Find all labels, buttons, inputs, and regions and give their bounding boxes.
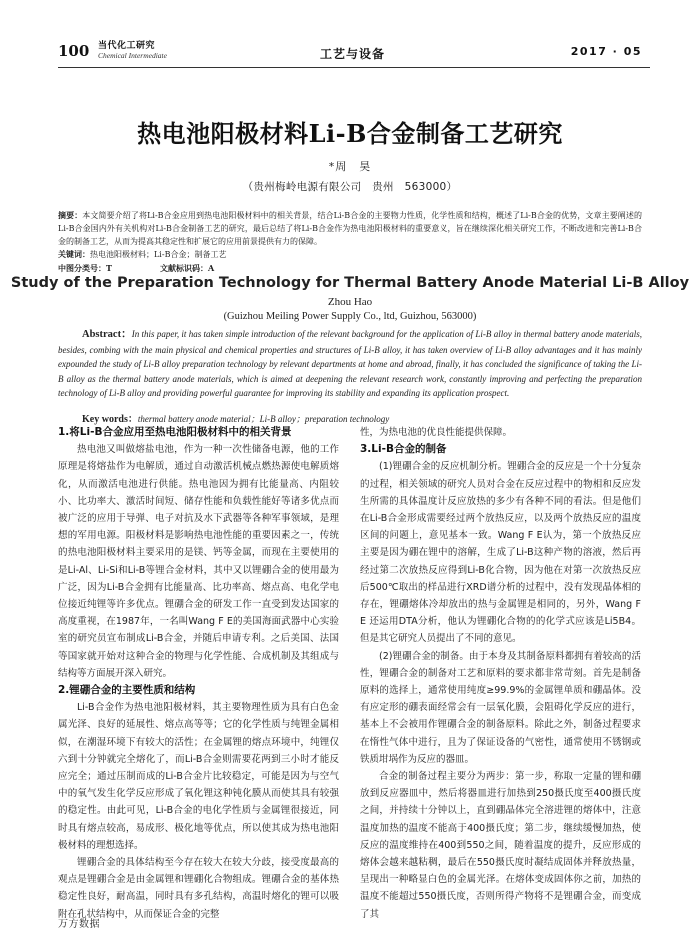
footer-watermark: 万方数据 <box>58 919 100 930</box>
doc-code-label: 文献标识码： <box>159 263 208 273</box>
paragraph-continued: 性，为热电池的优良性能提供保障。 <box>360 427 513 438</box>
keywords-cn-text: 热电池阳极材料；Li-B合金；制备工艺 <box>90 250 227 259</box>
classification-line <box>58 263 642 274</box>
paragraph: 热电池又叫做熔盐电池，作为一种一次性储备电源，他的工作原理是将熔盐作为电解质，通过自动激活机械点燃热源使电解质熔化，从而激活电池进行供能。热电池因为拥有比能量高、内阻较小、比功率大、激活时间短、储存性能和负载性能好等诸多优点而被广泛的应用于导弹、电子对抗及水下武器等各种军事领域，是理想的军用电源。阳极材料是影响热电池性能的重要因素之一，传统的热电池阳极材料主要采用的是镁、钙等金属，而现在主要使用的是Li-Al、Li-Si和Li-B等锂合金材料，其中又以锂硼合金的使用最为广泛，因为Li-B合金拥有比能量高、比功率高、熔点高、电化学电位接近纯锂等许多优点。锂硼合金的研发工作一直受到发达国家的高度重视，在1987年，一名叫Wang F E的美国海面武器中心实验室的研究员宣布制成Li-B合金，并随后申请专利。之后美国、法国等国家就开始对这种合金的物理与化学性能、合成机制及其组成与结构等方面展开深入研究。 <box>58 444 339 679</box>
abstract-cn <box>58 209 642 248</box>
paragraph: (1)锂硼合金的反应机制分析。锂硼合金的反应是一个十分复杂的过程，相关领域的研究人员对合金在反应过程中的物相和反应发生所需的具体温度计反应放热的多少有各种不同的看法。但是他们在Li-B合金形成需要经过两个放热反应，以及两个放热反应的温度区间的问题上，意见基本一致。Wang F E认为，第一个放热反应主要是因为硼在锂中的溶解，生成了Li-B这种产物的溶液，然后再经过第二次放热反应得到Li-B化合物，因为他在对第一次放热反应后500℃取出的样品进行XRD谱分析的过程中，没有发现晶体相的存在，锂硼熔体冷却放出的热与金属锂是相同的，另外，Wang F E 还运用DTA分析，他认为锂硼化合物的的化学式应该是Li5B4。但是其它研究人员提出了不同的意见。 <box>360 461 641 645</box>
paragraph: 合金的制备过程主要分为两步：第一步，称取一定量的锂和硼放到反应器皿中，然后将器皿进行加热到250摄氏度至400摄氏度之间，并持续十分钟以上，直到硼晶体完全溶进锂的熔体中，注意温度加热的温度不能高于400摄氏度；第二步，继续缓慢加热，使反应的温度维持在400到550之间，随着温度的提升，反应形成的熔体会越来越粘稠，最后在550摄氏度时凝结成固体并释放热量，呈现出一种略显白色的金属光泽。在熔体变成固体你之前，加热的温度不能超过550摄氏度，否则所得产物将不是锂硼合金，而变成了其 <box>360 771 641 920</box>
left-column <box>58 424 339 923</box>
english-abstract-label: Abstract： <box>82 329 132 340</box>
english-abstract-text: In this paper, it has taken simple introduction of the relevant background for the application of Li-B alloy in thermal battery anode materials, besides, combing with the main physical and chemical properties and structures of Li-B alloy, it has taken overview of Li-B alloy advantages and it has mainly expounded the study of Li-B alloy preparation technology by relevant departments at home and abroad, finally, it has concluded the significance of taking the Li-B alloy as the thermal battery anode materials, which is aimed at deepening the relevant research work, constantly improving and perfecting the preparation technology of Li-B alloy and providing powerful guarantee for improving its stability and expanding its application prospect. <box>58 329 642 399</box>
paragraph: (2)锂硼合金的制备。由于本身及其制备原料都拥有着较高的活性，锂硼合金的制备对工艺和原料的要求都非常苛刻。首先是制备原料的选择上，通常使用纯度≥99.9%的金属锂单质和硼晶体。没有应定形的硼表面经常会有一层氧化膜，会阻碍化学反应的进行，基本上不会被用作锂硼合金的制备原料。除此之外，制备过程要求在惰性气体中进行，且为了保证设备的气密性，通常使用不锈钢或铁质坩埚作为反应的器皿。 <box>360 650 641 765</box>
paragraph: 锂硼合金的具体结构至今存在较大在较大分歧，接受度最高的观点是锂硼合金是由金属锂和锂硼化合物组成。锂硼合金的基体热稳定性良好，耐高温，同时具有多孔结构，高温时熔化的锂可以吸附在孔状结构中，从而保证合金的完整 <box>58 857 339 920</box>
english-author: Zhou Hao <box>327 296 373 308</box>
keywords-cn-label: 关键词： <box>58 249 90 259</box>
english-keywords-label: Key words： <box>82 414 138 425</box>
english-keywords-text: thermal battery anode material；Li-B alloy；preparation technology <box>137 414 390 424</box>
page-header <box>58 40 650 64</box>
english-affiliation: (Guizhou Meiling Power Supply Co., ltd, Guizhou, 563000) <box>223 311 477 322</box>
section-heading-3: 3.Li-B合金的制备 <box>360 443 447 456</box>
english-keywords <box>82 410 642 425</box>
journal-name-en: Chemical Intermediate <box>98 51 167 60</box>
english-abstract <box>58 327 642 401</box>
journal-name-cn: 当代化工研究 <box>98 41 156 51</box>
abstract-cn-text: 本文简要介绍了将Li-B合金应用到热电池阳极材料中的相关背景，结合Li-B合金的主要物力性质，化学性质和结构，概述了Li-B合金的优势，文章主要阐述的Li-B合金国内外有关机构对Li-B合金制备工艺的研究，最后总结了将Li-B合金作为热电池阳极材料的重要意义，旨在继续深化相关研究工作，不断改进和完善Li-B合金的制备工艺，从而为提高其稳定性和扩展它的应用前景提供有力的保障。 <box>58 211 642 246</box>
author: *周 昊 <box>328 160 372 173</box>
paragraph: Li-B合金作为热电池阳极材料，其主要物理性质为具有白色金属光泽、良好的延展性、熔点高等等；它的化学性质与纯锂金属相似，在潮湿环境下有较大的活性；在金属锂的熔点环境中，纯锂仅六到十分钟就完全熔化了，而Li-B合金则需要花两到三小时才能反应完全；通过压制而成的Li-B合金片比较稳定，可能是因为与空气中的氧气发生化学反应形成了氧化锂这种钝化膜从而使其具有较强的稳定性。由此可见，Li-B合金的电化学性质与金属锂很接近，同时具有熔点较高，易成形、极化地等优点，所以使其成为热电池阳极材料的理想选择。 <box>58 702 339 851</box>
paper-title: 热电池阳极材料Li-B合金制备工艺研究 <box>137 119 563 148</box>
right-column <box>360 424 641 923</box>
abstract-cn-label: 摘要： <box>58 210 83 220</box>
keywords-cn <box>58 249 642 260</box>
section-heading-2: 2.锂硼合金的主要性质和结构 <box>58 684 196 697</box>
issue-label: 2017 · 05 <box>570 45 642 58</box>
section-heading-1: 1.将Li-B合金应用至热电池阳极材料中的相关背景 <box>58 426 292 438</box>
doc-code: A <box>207 263 215 273</box>
section-title: 工艺与设备 <box>320 47 386 61</box>
classification-label: 中图分类号： <box>58 263 106 273</box>
page-number: 100 <box>58 42 90 60</box>
affiliation: （贵州梅岭电源有限公司 贵州 563000） <box>242 181 458 193</box>
journal-logo <box>98 41 167 61</box>
classification-code: T <box>106 263 112 273</box>
header-rule <box>58 67 650 68</box>
english-title: Study of the Preparation Technology for Thermal Battery Anode Material Li-B Alloy <box>10 275 690 291</box>
